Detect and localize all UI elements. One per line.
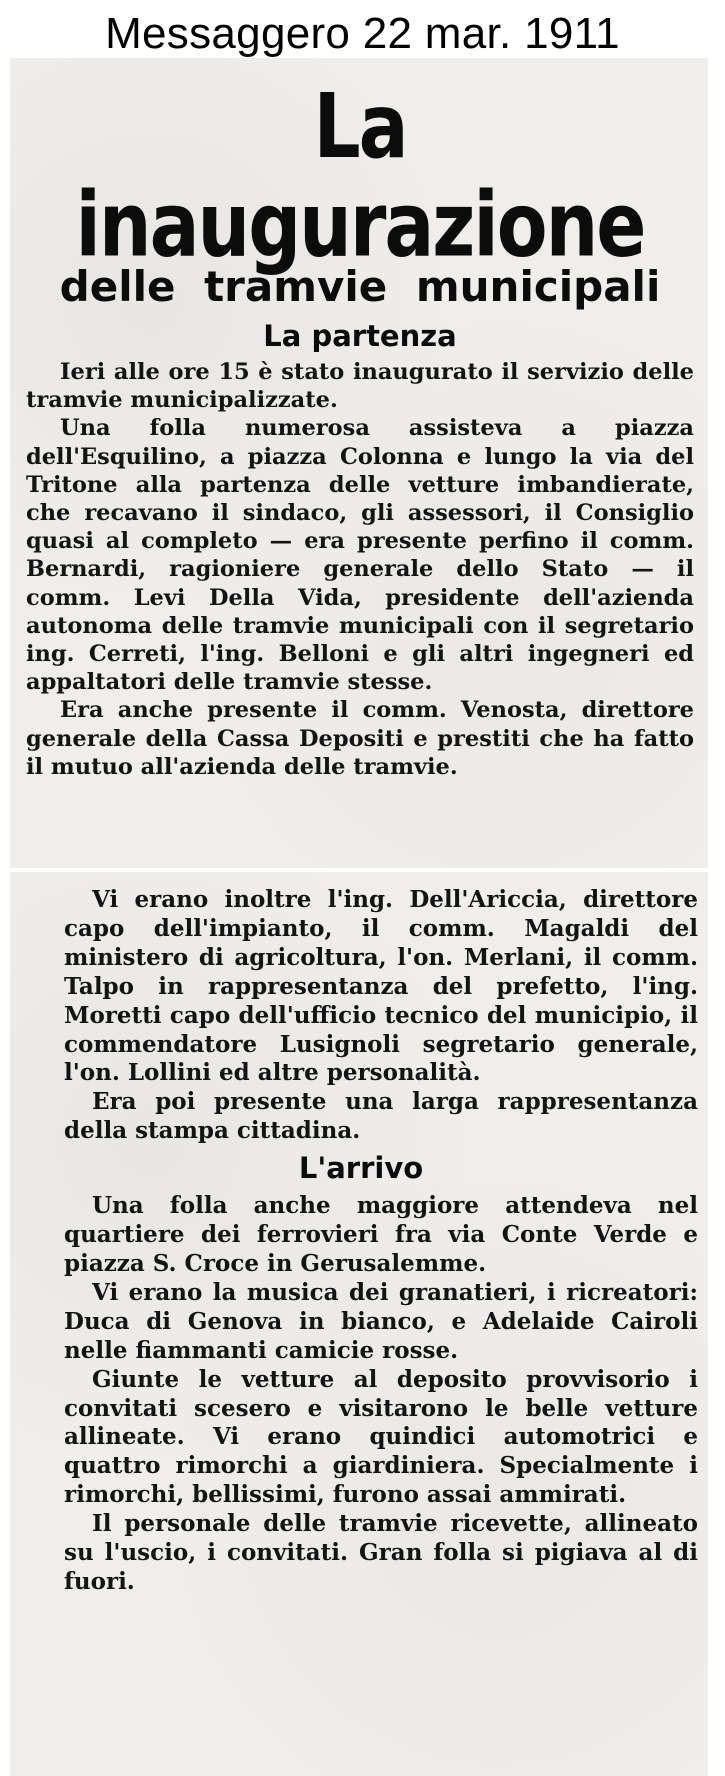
paragraph: Ieri alle ore 15 è stato inaugurato il servizio delle tramvie municipalizzate. xyxy=(26,359,694,414)
section-title-arrivo: L'arrivo xyxy=(298,1151,424,1186)
paragraph: Vi erano inoltre l'ing. Dell'Ariccia, direttore capo dell'impianto, il comm. Magaldi del ministero di agricoltura, l'on. Merlani, il comm. Talpo in rappresentanza del prefetto, l'ing. Moretti capo dell'ufficio tecnico del municipio, il commendatore Lusignoli segretario generale, l'on. Lollini ed altre personalità. xyxy=(64,886,698,1087)
source-caption: Messaggero 22 mar. 1911 xyxy=(105,9,620,58)
paragraph: Era anche presente il comm. Venosta, direttore generale della Cassa Depositi e prestiti che ha fatto il mutuo all'azienda delle tramvie. xyxy=(26,697,694,780)
newspaper-clipping-bottom xyxy=(10,872,708,1776)
article-headline: La inaugurazione xyxy=(75,75,645,278)
paragraph: Una folla anche maggiore attendeva nel quartiere dei ferrovieri fra via Conte Verde e piazza S. Croce in Gerusalemme. xyxy=(64,1192,698,1277)
paragraph: Una folla numerosa assisteva a piazza dell'Esquilino, a piazza Colonna e lungo la via del Tritone alla partenza delle vetture imbandierate, che recavano il sindaco, gli assessori, il Consiglio quasi al completo — era presente perfino il comm. Bernardi, ragioniere generale dello Stato — il comm. Levi Della Vida, presidente dell'azienda autonoma delle tramvie municipali con il segretario ing. Cerreti, l'ing. Belloni e gli altri ingegneri ed appaltatori delle tramvie stesse. xyxy=(26,415,694,696)
section-title-partenza: La partenza xyxy=(263,319,457,353)
article-subhead: delle tramvie municipali xyxy=(59,262,661,311)
paragraph: Il personale delle tramvie ricevette, allineato su l'uscio, i convitati. Gran folla si pigiava al di fuori. xyxy=(64,1510,698,1595)
newspaper-clipping-top xyxy=(10,58,708,868)
paragraph: Giunte le vetture al deposito provvisorio i convitati scesero e visitarono le belle vetture allineate. Vi erano quindici automotrici e quattro rimorchi a giardiniera. Specialmente i rimorchi, bellissimi, furono assai ammirati. xyxy=(64,1365,698,1509)
paragraph: Vi erano la musica dei granatieri, i ricreatori: Duca di Genova in bianco, e Adelaide Cairoli nelle fiammanti camicie rosse. xyxy=(64,1278,698,1364)
paragraph: Era poi presente una larga rappresentanza della stampa cittadina. xyxy=(64,1088,698,1145)
